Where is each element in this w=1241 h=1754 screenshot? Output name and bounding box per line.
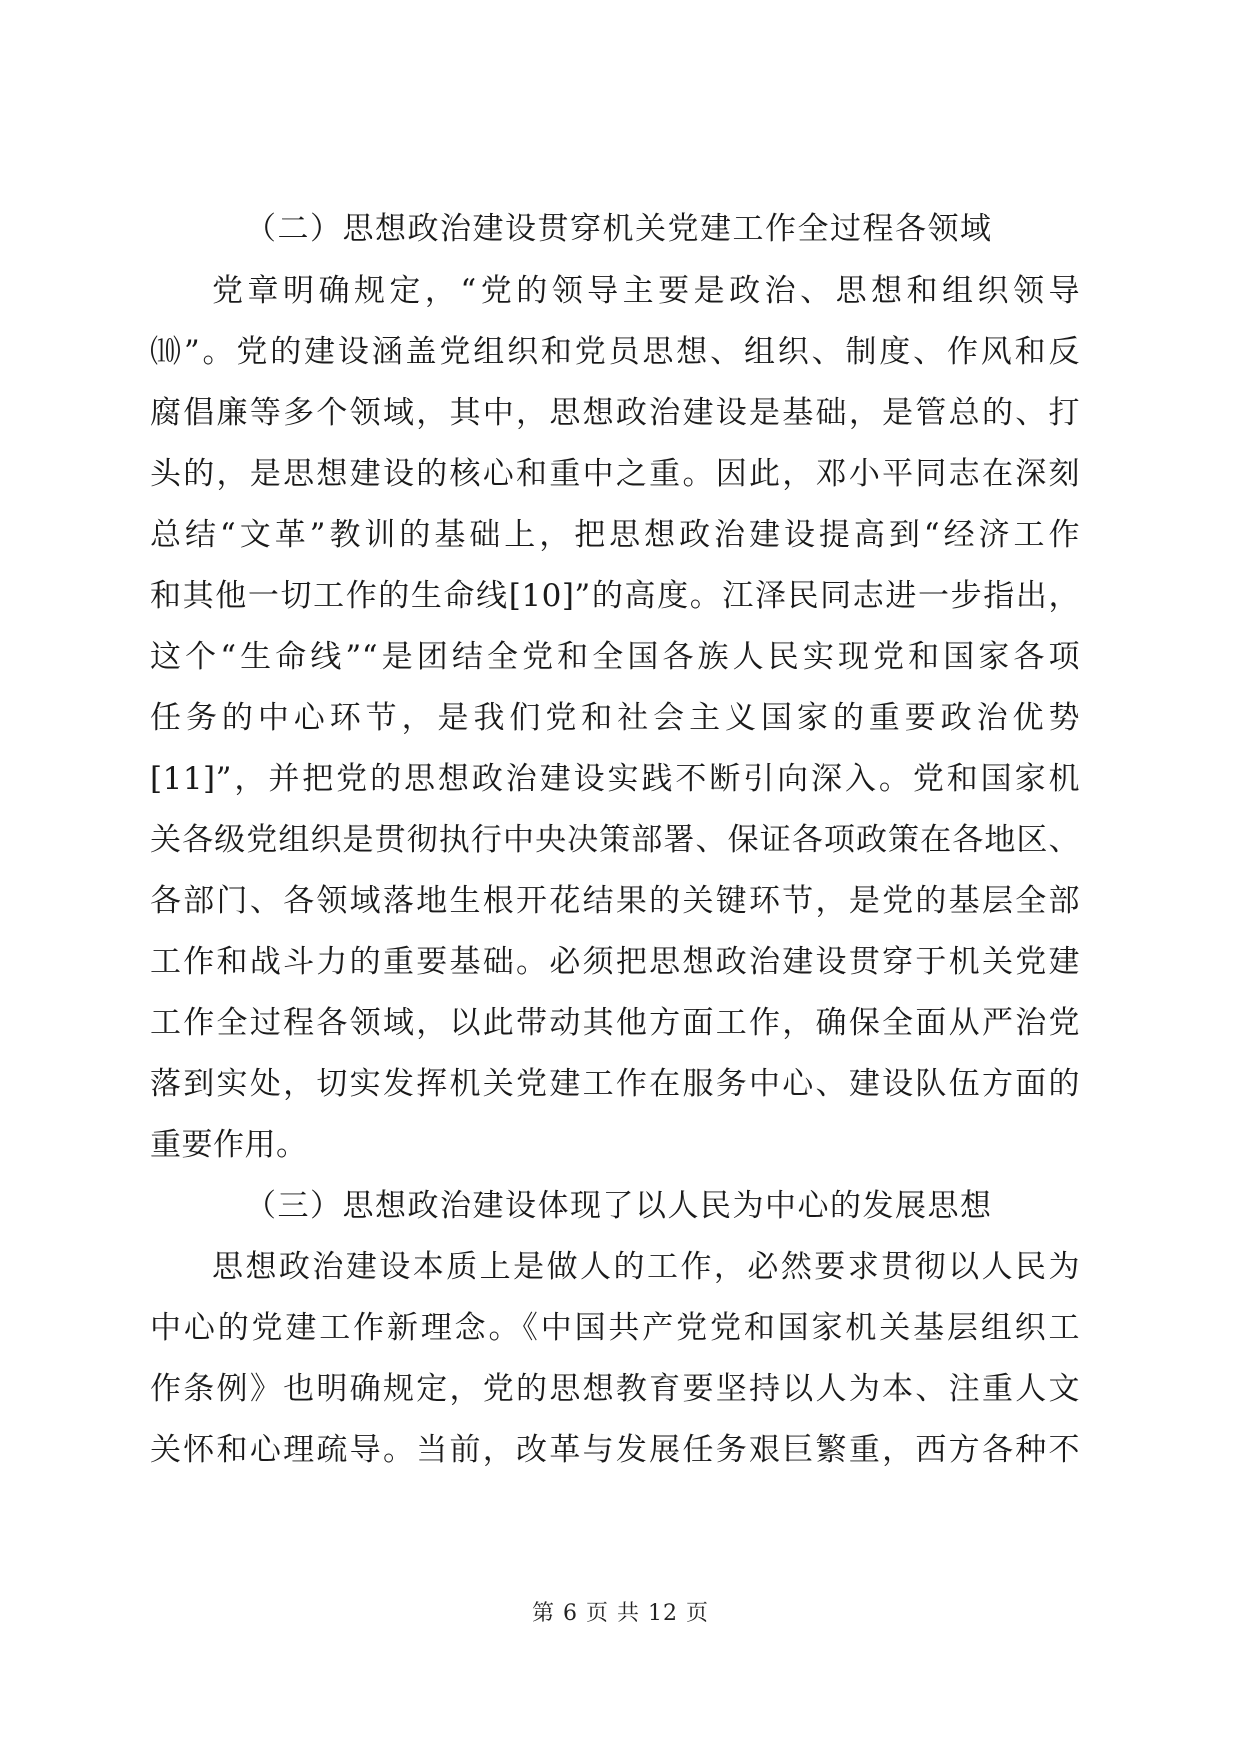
paragraph-line: 工作全过程各领域，以此带动其他方面工作，确保全面从严治党: [150, 1005, 1080, 1041]
paragraph-line: [11]”，并把党的思想政治建设实践不断引向深入。党和国家机: [150, 761, 1080, 797]
paragraph-line: 思想政治建设本质上是做人的工作，必然要求贯彻以人民为: [212, 1249, 1080, 1285]
paragraph-line: 关各级党组织是贯彻执行中央决策部署、保证各项政策在各地区、: [150, 822, 1080, 858]
paragraph-line: 重要作用。: [150, 1127, 308, 1163]
page-number-footer: 第 6 页 共 12 页: [532, 1601, 709, 1626]
paragraph-line: 关怀和心理疏导。当前，改革与发展任务艰巨繁重，西方各种不: [150, 1432, 1080, 1468]
paragraph-line: 总结“文革”教训的基础上，把思想政治建设提高到“经济工作: [150, 517, 1080, 553]
paragraph-line: 头的，是思想建设的核心和重中之重。因此，邓小平同志在深刻: [150, 456, 1080, 492]
paragraph-line: 和其他一切工作的生命线[10]”的高度。江泽民同志进一步指出，: [150, 578, 1080, 614]
paragraph-line: 这个“生命线”“是团结全党和全国各族人民实现党和国家各项: [150, 639, 1080, 675]
paragraph-line: 作条例》也明确规定，党的思想教育要坚持以人为本、注重人文: [150, 1371, 1080, 1407]
paragraph-line: 工作和战斗力的重要基础。必须把思想政治建设贯穿于机关党建: [150, 944, 1080, 980]
paragraph-line: ⑽”。党的建设涵盖党组织和党员思想、组织、制度、作风和反: [150, 334, 1080, 370]
section-heading-2: （二）思想政治建设贯穿机关党建工作全过程各领域: [245, 211, 993, 247]
paragraph-line: 各部门、各领域落地生根开花结果的关键环节，是党的基层全部: [150, 883, 1080, 919]
paragraph-line: 腐倡廉等多个领域，其中，思想政治建设是基础，是管总的、打: [150, 395, 1080, 431]
paragraph-line: 落到实处，切实发挥机关党建工作在服务中心、建设队伍方面的: [150, 1066, 1080, 1102]
section-heading-3: （三）思想政治建设体现了以人民为中心的发展思想: [245, 1188, 993, 1224]
paragraph-line: 中心的党建工作新理念。《中国共产党党和国家机关基层组织工: [150, 1310, 1080, 1346]
paragraph-line: 党章明确规定，“党的领导主要是政治、思想和组织领导: [212, 273, 1080, 309]
paragraph-line: 任务的中心环节，是我们党和社会主义国家的重要政治优势: [150, 700, 1080, 736]
